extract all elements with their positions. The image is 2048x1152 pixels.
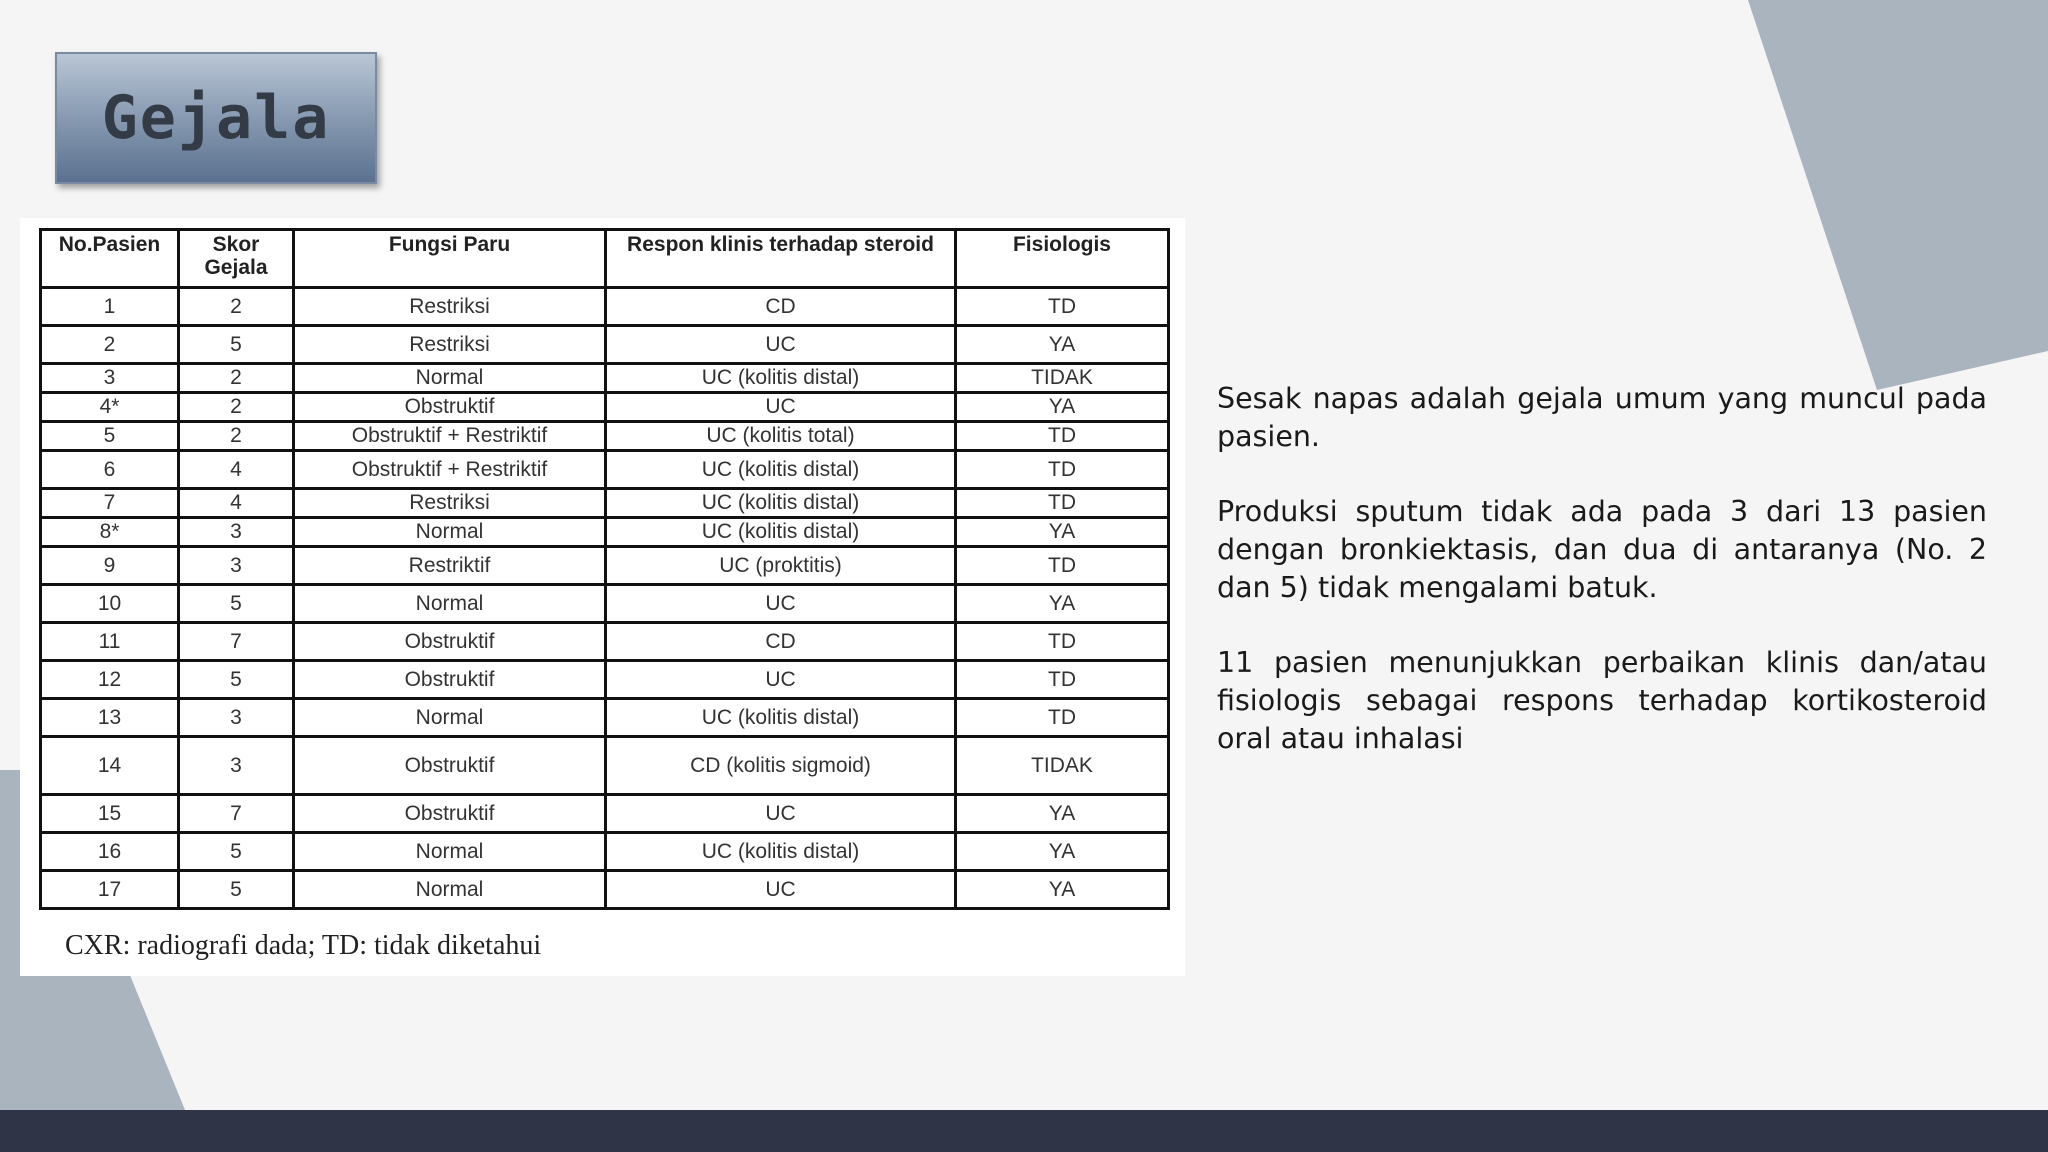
table-cell: UC — [606, 393, 956, 422]
table-cell: 2 — [179, 364, 294, 393]
table-row — [41, 737, 1169, 795]
paragraph: 11 pasien menunjukkan perbaikan klinis dan/atau fisiologis sebagai respons terhadap kortikosteroid oral atau inhalasi — [1217, 646, 1987, 755]
table-cell: Restriksi — [294, 288, 606, 326]
table-row — [41, 623, 1169, 661]
footer-bar — [0, 1110, 2048, 1152]
table-cell: YA — [956, 795, 1169, 833]
table-cell: Normal — [294, 871, 606, 909]
table-cell: TD — [956, 288, 1169, 326]
table-cell: UC (kolitis total) — [606, 422, 956, 451]
table-cell: 3 — [179, 518, 294, 547]
table-cell: UC (kolitis distal) — [606, 489, 956, 518]
table-cell: UC — [606, 585, 956, 623]
table-cell: 12 — [41, 661, 179, 699]
table-row — [41, 795, 1169, 833]
table-cell: Obstruktif — [294, 795, 606, 833]
table-cell: Obstruktif — [294, 661, 606, 699]
table-cell: Obstruktif — [294, 623, 606, 661]
table-cell: UC — [606, 661, 956, 699]
table-cell: Obstruktif — [294, 393, 606, 422]
table-cell: 7 — [179, 795, 294, 833]
table-cell: YA — [956, 871, 1169, 909]
table-cell: 2 — [41, 326, 179, 364]
header-cell: Respon klinis terhadap steroid — [606, 230, 956, 288]
table-row — [41, 451, 1169, 489]
table-cell: TIDAK — [956, 737, 1169, 795]
description-text — [1217, 380, 1987, 795]
table-cell: 2 — [179, 422, 294, 451]
table-row — [41, 326, 1169, 364]
table-cell: YA — [956, 326, 1169, 364]
table-cell: YA — [956, 585, 1169, 623]
table-cell: TD — [956, 489, 1169, 518]
table-cell: 7 — [41, 489, 179, 518]
table-cell: CD (kolitis sigmoid) — [606, 737, 956, 795]
table-cell: UC — [606, 795, 956, 833]
table-cell: Obstruktif + Restriktif — [294, 422, 606, 451]
table-cell: 8* — [41, 518, 179, 547]
table-cell: 16 — [41, 833, 179, 871]
table-cell: UC (kolitis distal) — [606, 451, 956, 489]
table-cell: 3 — [179, 699, 294, 737]
table-cell: 5 — [179, 585, 294, 623]
table-cell: Normal — [294, 518, 606, 547]
table-cell: 5 — [179, 326, 294, 364]
table-cell: 3 — [41, 364, 179, 393]
table-cell: UC (kolitis distal) — [606, 833, 956, 871]
table-cell: Obstruktif — [294, 737, 606, 795]
table-cell: Restriktif — [294, 547, 606, 585]
table-cell: 15 — [41, 795, 179, 833]
table-row — [41, 489, 1169, 518]
table-cell: 4 — [179, 489, 294, 518]
table-cell: Normal — [294, 699, 606, 737]
table-row — [41, 547, 1169, 585]
table-cell: 11 — [41, 623, 179, 661]
table-cell: Restriksi — [294, 326, 606, 364]
title-banner — [55, 52, 377, 184]
table-header-row — [41, 230, 1169, 288]
header-cell: Fisiologis — [956, 230, 1169, 288]
table-cell: CD — [606, 623, 956, 661]
table-cell: 17 — [41, 871, 179, 909]
table-cell: TD — [956, 422, 1169, 451]
table-row — [41, 833, 1169, 871]
table-cell: 5 — [179, 661, 294, 699]
table-cell: 4 — [179, 451, 294, 489]
decorative-shape-top-right — [1748, 0, 2048, 390]
table-cell: UC — [606, 871, 956, 909]
table-cell: 2 — [179, 393, 294, 422]
patient-table — [39, 228, 1170, 910]
table-row — [41, 585, 1169, 623]
table-cell: Restriksi — [294, 489, 606, 518]
table-row — [41, 871, 1169, 909]
table-row — [41, 364, 1169, 393]
table-cell: YA — [956, 833, 1169, 871]
table-cell: Normal — [294, 364, 606, 393]
table-row — [41, 393, 1169, 422]
table-cell: UC (kolitis distal) — [606, 518, 956, 547]
table-cell: 3 — [179, 737, 294, 795]
table-row — [41, 288, 1169, 326]
table-cell: UC (proktitis) — [606, 547, 956, 585]
header-cell: Skor Gejala — [179, 230, 294, 288]
table-cell: 13 — [41, 699, 179, 737]
table-cell: 14 — [41, 737, 179, 795]
table-cell: Normal — [294, 833, 606, 871]
table-cell: Normal — [294, 585, 606, 623]
table-cell: 5 — [179, 871, 294, 909]
table-cell: CD — [606, 288, 956, 326]
table-cell: UC (kolitis distal) — [606, 364, 956, 393]
table-cell: UC — [606, 326, 956, 364]
table-cell: 6 — [41, 451, 179, 489]
table-cell: YA — [956, 518, 1169, 547]
table-cell: Obstruktif + Restriktif — [294, 451, 606, 489]
table-cell: 7 — [179, 623, 294, 661]
table-cell: TD — [956, 661, 1169, 699]
paragraph: Sesak napas adalah gejala umum yang muncul pada pasien. — [1217, 382, 1987, 453]
table-cell: 5 — [41, 422, 179, 451]
header-cell: Fungsi Paru — [294, 230, 606, 288]
table-row — [41, 422, 1169, 451]
table-cell: 10 — [41, 585, 179, 623]
table-cell: 2 — [179, 288, 294, 326]
table-cell: YA — [956, 393, 1169, 422]
table-cell: TD — [956, 699, 1169, 737]
page-title: Gejala — [101, 83, 331, 153]
table-cell: 4* — [41, 393, 179, 422]
table-cell: TIDAK — [956, 364, 1169, 393]
table-cell: 5 — [179, 833, 294, 871]
table-caption: CXR: radiografi dada; TD: tidak diketahui — [65, 930, 542, 961]
table-cell: 3 — [179, 547, 294, 585]
table-cell: TD — [956, 623, 1169, 661]
table-cell: 9 — [41, 547, 179, 585]
table-cell: UC (kolitis distal) — [606, 699, 956, 737]
header-cell: No.Pasien — [41, 230, 179, 288]
table-cell: TD — [956, 451, 1169, 489]
table-image-panel — [20, 218, 1185, 976]
table-cell: TD — [956, 547, 1169, 585]
paragraph: Produksi sputum tidak ada pada 3 dari 13 pasien dengan bronkiektasis, dan dua di antaranya (No. 2 dan 5) tidak mengalami batuk. — [1217, 495, 1987, 604]
table-cell: 1 — [41, 288, 179, 326]
table-row — [41, 699, 1169, 737]
table-row — [41, 518, 1169, 547]
table-row — [41, 661, 1169, 699]
